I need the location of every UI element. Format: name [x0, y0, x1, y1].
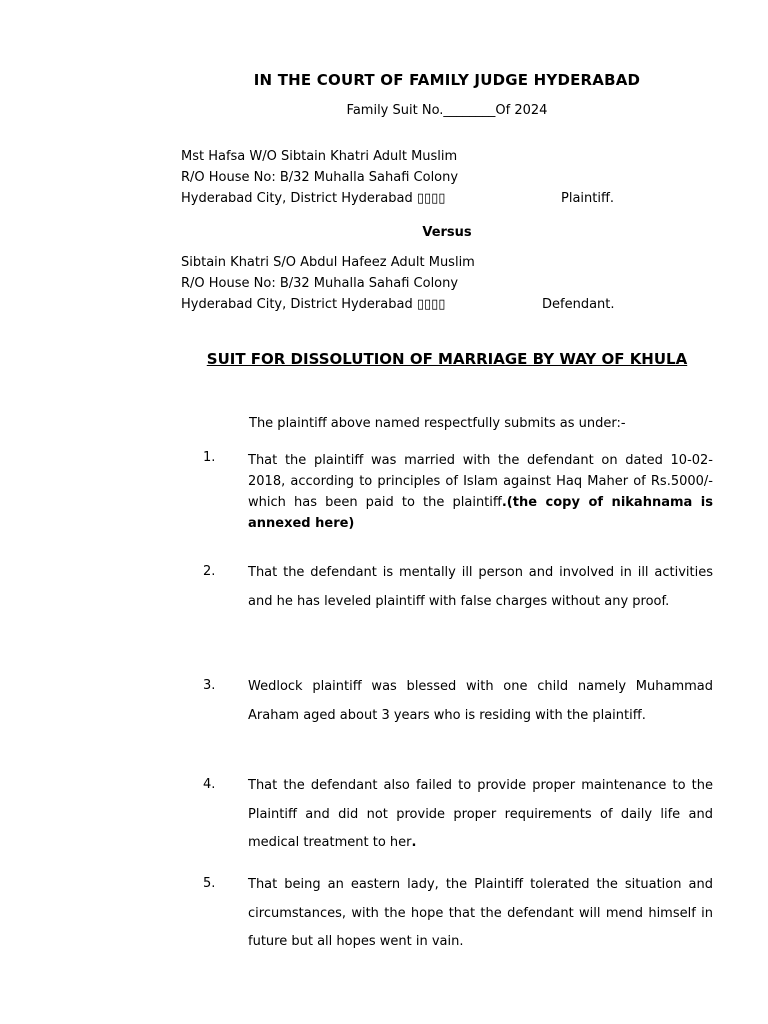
suit-number-line: Family Suit No.________Of 2024: [346, 103, 548, 118]
paragraph-number: 5.: [203, 876, 216, 891]
paragraph-number: 1.: [203, 450, 216, 465]
plaintiff-role-label: Plaintiff.: [561, 191, 615, 206]
missing-glyphs: ▯▯▯▯: [416, 191, 446, 206]
versus-label: Versus: [422, 225, 472, 240]
paragraph-number: 2.: [203, 564, 216, 579]
paragraph-number: 3.: [203, 678, 216, 693]
plaintiff-city-line: [181, 188, 458, 209]
paragraph-bold-note: .: [411, 835, 417, 850]
paragraph-text: That the defendant is mentally ill person and involved in ill activities and he has leveled plaintiff with false charges without any proof.: [248, 565, 713, 609]
paragraph-bold-note: .(the copy of nikahnama is annexed here): [248, 495, 713, 531]
plaintiff-name-line: Mst Hafsa W/O Sibtain Khatri Adult Muslim: [181, 149, 458, 164]
intro-statement: The plaintiff above named respectfully submits as under:-: [249, 416, 626, 431]
plaintiff-address-line: R/O House No: B/32 Muhalla Sahafi Colony: [181, 170, 459, 185]
defendant-city-text: Hyderabad City, District Hyderabad: [181, 297, 413, 312]
defendant-city-line: [181, 294, 475, 315]
paragraph-number: 4.: [203, 777, 216, 792]
paragraph-text: [248, 450, 713, 534]
missing-glyphs: ▯▯▯▯: [416, 297, 446, 312]
court-title: IN THE COURT OF FAMILY JUDGE HYDERABAD: [253, 71, 641, 89]
paragraph-body: That the defendant also failed to provide proper maintenance to the Plaintiff and did not provide proper requirements of daily life and medical treatment to her: [248, 778, 713, 850]
suit-heading: SUIT FOR DISSOLUTION OF MARRIAGE BY WAY OF KHULA: [206, 350, 688, 368]
defendant-name-line: Sibtain Khatri S/O Abdul Hafeez Adult Muslim: [181, 255, 475, 270]
defendant-role-label: Defendant.: [542, 297, 615, 312]
defendant-address-line: R/O House No: B/32 Muhalla Sahafi Colony: [181, 276, 459, 291]
paragraph-text: That being an eastern lady, the Plaintiff tolerated the situation and circumstances, with the hope that the defendant will mend himself in future but all hopes went in vain.: [248, 877, 713, 949]
plaintiff-city-text: Hyderabad City, District Hyderabad: [181, 191, 413, 206]
paragraph-text: [248, 772, 713, 858]
defendant-block: [181, 252, 475, 315]
plaintiff-block: [181, 146, 458, 209]
paragraph-body: That the plaintiff was married with the defendant on dated 10-02-2018, according to principles of Islam against Haq Maher of Rs.5000/- which has been paid to the plaintiff: [248, 453, 713, 510]
paragraph-text: Wedlock plaintiff was blessed with one child namely Muhammad Araham aged about 3 years who is residing with the plaintiff.: [248, 679, 713, 723]
